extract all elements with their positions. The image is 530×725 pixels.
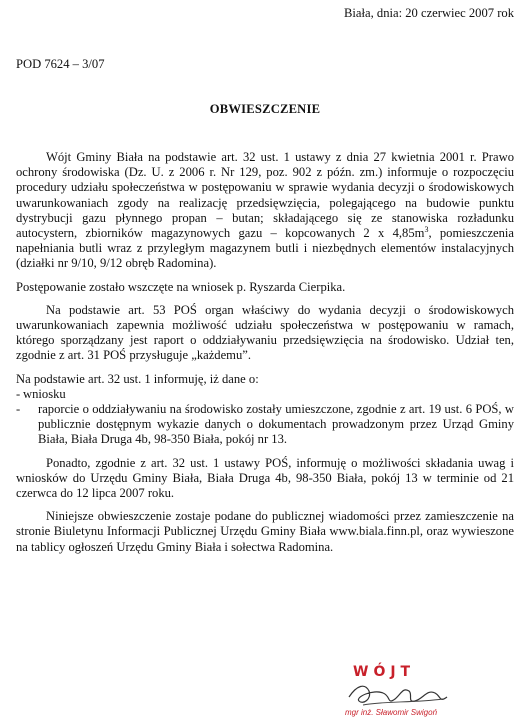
document-date: Biała, dnia: 20 czerwiec 2007 rok <box>344 6 514 20</box>
document-body <box>16 150 514 563</box>
stamp-title: WÓJT <box>353 664 416 680</box>
paragraph-participation: Na podstawie art. 53 POŚ organ właściwy do wydania decyzji o środowiskowych uwarunkowaniach zapewnia możliwość udziału społeczeństwa w postępowaniu w ramach, którego sporządzany jest raport o oddziaływaniu przedsięwzięcia na środowisko. Udział ten, zgodnie z art. 31 POŚ przysługuje „każdemu”. <box>16 302 514 363</box>
cubic-superscript: 3 <box>424 224 429 234</box>
list-item: - raporcie o oddziaływaniu na środowisko zostały umieszczone, zgodnie z art. 19 ust. 6 POŚ, w publicznie dostępnym wykazie danych o dokumentach prowadzonym przez Urząd Gminy Biała, Biała Druga 4b, 98-350 Biała, pokój nr 13. <box>16 402 514 448</box>
reference-number: POD 7624 – 3/07 <box>16 57 105 71</box>
paragraph-initiation: Postępowanie zostało wszczęte na wniosek p. Ryszarda Cierpika. <box>16 279 346 294</box>
paragraph-publication: Niniejsze obwieszczenie zostaje podane do publicznej wiadomości przez zamieszczenie na stronie Biuletynu Informacji Publicznej Urzędu Gminy Biała www.biala.finn.pl, oraz wywieszone na tablicy ogłoszeń Urzędu Gminy Biała i sołectwa Radomina. <box>16 509 514 554</box>
list-item: - wniosku <box>16 387 514 402</box>
stamp-name: mgr inż. Sławomir Swigoń <box>345 708 438 717</box>
paragraph-procedure-text-a: Wójt Gminy Biała na podstawie art. 32 ust. 1 ustawy z dnia 27 kwietnia 2001 r. Prawo ochrony środowiska (Dz. U. z 2006 r. Nr 129, poz. 902 z późn. zm.) informuje o rozpoczęciu procedury udziału społeczeństwa w postępowaniu w sprawie wydania decyzji o środowiskowych uwarunkowaniach zgody na realizację przedsięwzięcia, polegającego na budowie punktu dystrybucji gazu płynnego propan – butan; składającego się ze stanowiska rozładunku autocystern, zbiorników magazynowych gazu – kopcowanych 2 x 4,85m <box>16 150 514 241</box>
paragraph-procedure <box>16 150 514 272</box>
paragraph-data-info <box>16 372 514 448</box>
document-title: OBWIESZCZENIE <box>209 102 321 116</box>
data-info-list <box>16 387 514 448</box>
official-stamp <box>335 665 465 720</box>
paragraph-comments: Ponadto, zgodnie z art. 32 ust. 1 ustawy POŚ, informuję o możliwości składania uwag i wniosków do Urzędu Gminy Biała, Biała Druga 4b, 98-350 Biała, pokój 13 w terminie od 21 czerwca do 12 lipca 2007 roku. <box>16 455 514 501</box>
data-info-intro: Na podstawie art. 32 ust. 1 informuję, iż dane o: <box>16 371 259 386</box>
paragraph-procedure-text-b: , pomieszczenia napełniania butli wraz z przyległym magazynem butli i niezbędnych elementów instalacyjnych (działki nr 9/10, 9/12 obręb Radomina). <box>16 226 515 271</box>
